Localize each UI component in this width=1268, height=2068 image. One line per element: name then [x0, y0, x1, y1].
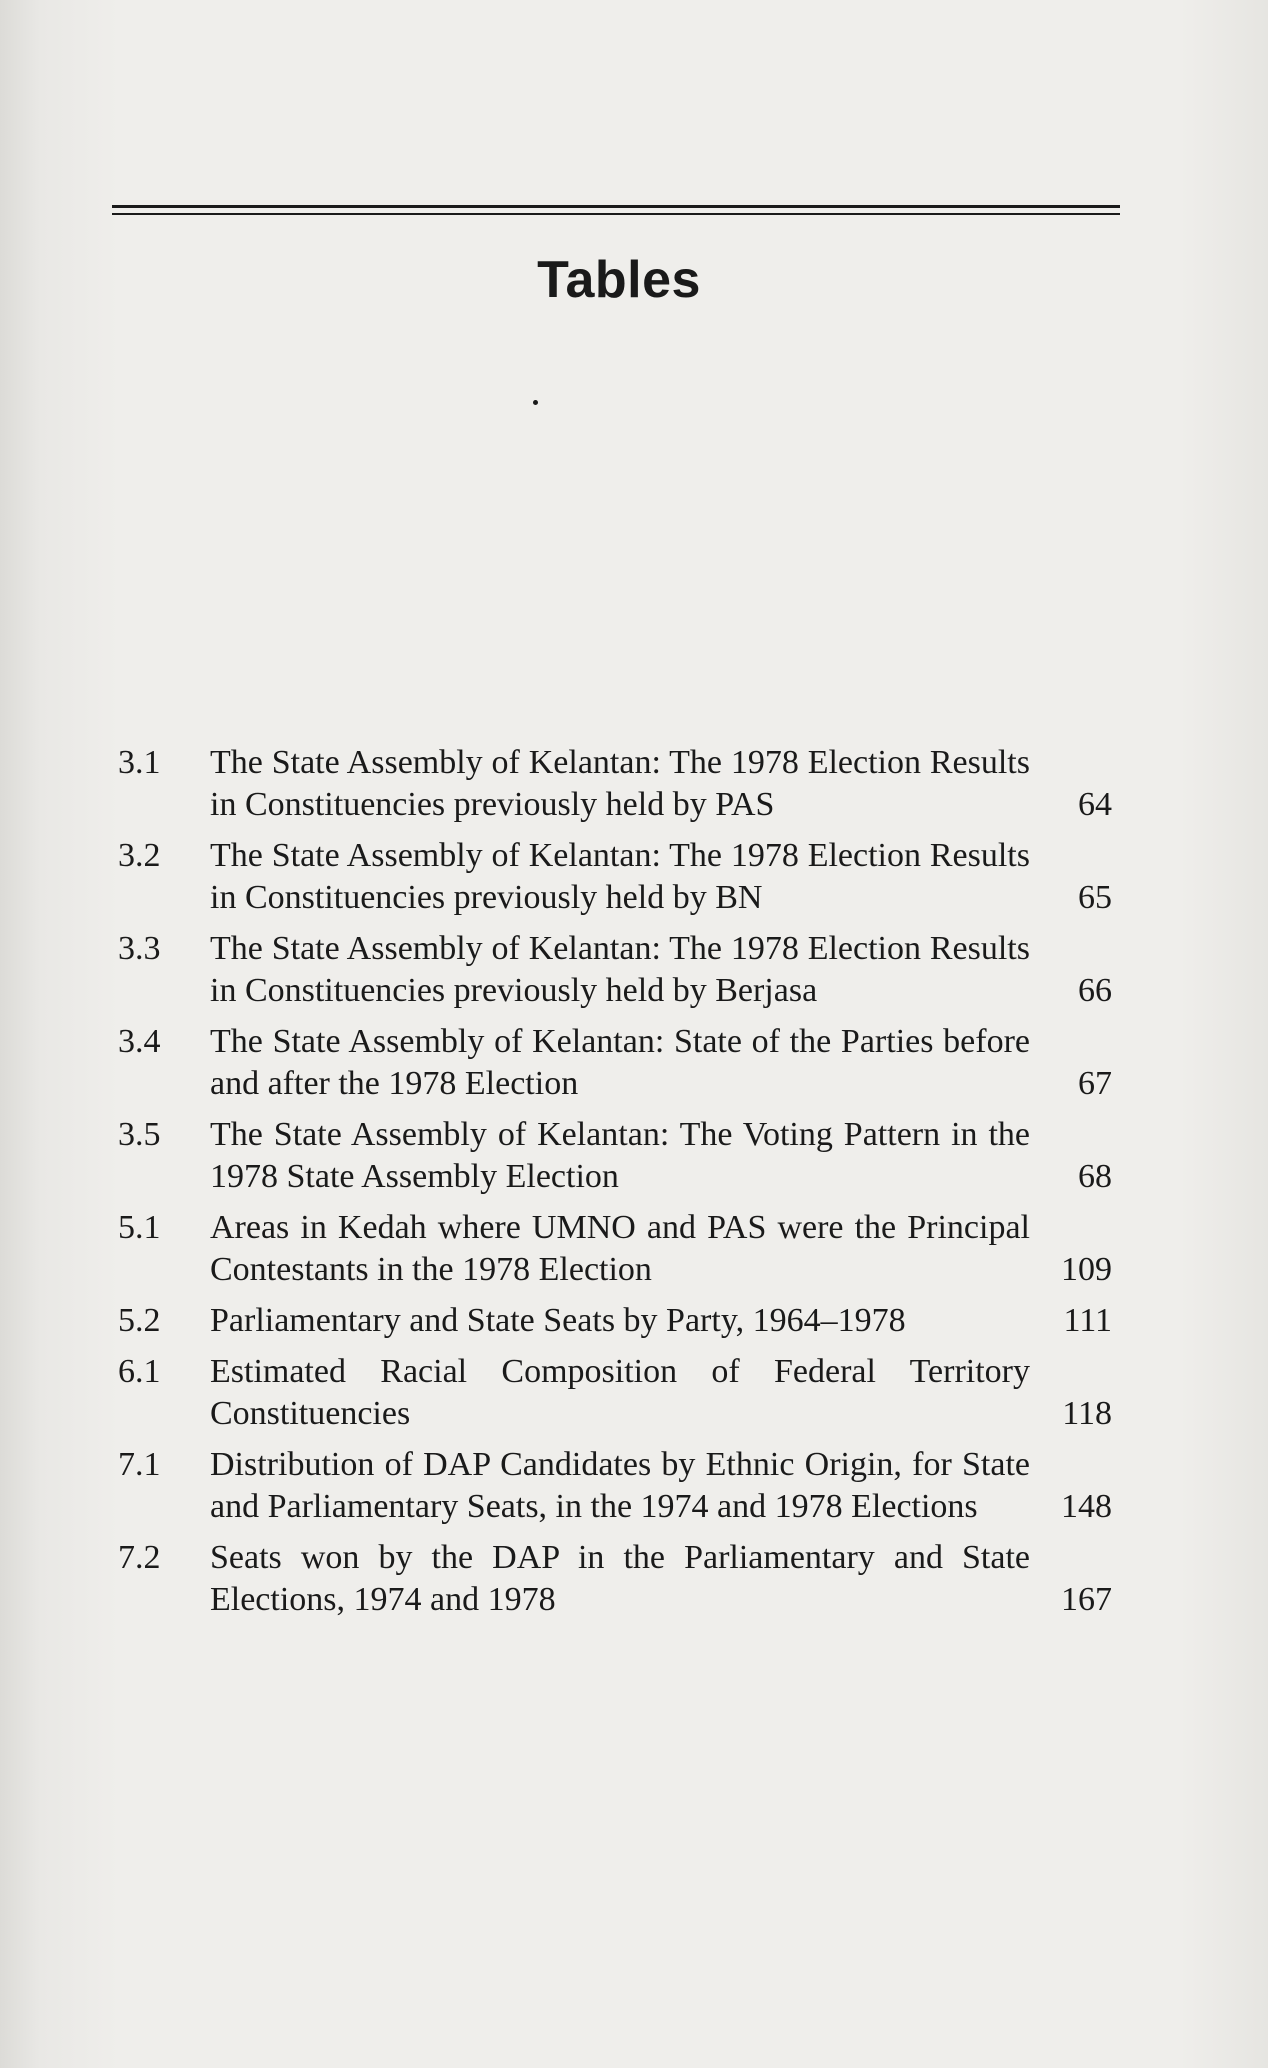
page-number: 167 — [1061, 1581, 1112, 1618]
header-rule-bottom — [112, 213, 1120, 215]
page-number: 65 — [1078, 879, 1112, 916]
table-number: 3.4 — [118, 1023, 161, 1060]
page-number: 109 — [1061, 1251, 1112, 1288]
table-title: The State Assembly of Kelantan: State of the Parties before and after the 1978 Election — [210, 1023, 1030, 1102]
page-number: 66 — [1078, 972, 1112, 1009]
page-number: 118 — [1062, 1395, 1112, 1432]
table-entry — [112, 1300, 1112, 1342]
table-entry — [112, 1114, 1112, 1198]
table-title: Seats won by the DAP in the Parliamentary and State Elections, 1974 and 1978 — [210, 1539, 1030, 1618]
table-title: The State Assembly of Kelantan: The 1978 Election Results in Constituencies previously held by BN — [210, 837, 1030, 916]
table-title: Parliamentary and State Seats by Party, 1964–1978 — [210, 1302, 906, 1339]
table-entry — [112, 1351, 1112, 1435]
table-number: 3.1 — [118, 744, 161, 781]
page-number: 111 — [1063, 1302, 1112, 1339]
table-title: Areas in Kedah where UMNO and PAS were the Principal Contestants in the 1978 Election — [210, 1209, 1030, 1288]
table-number: 7.2 — [118, 1539, 161, 1576]
header-rule-top — [112, 205, 1120, 208]
table-number: 3.2 — [118, 837, 161, 874]
table-title: Estimated Racial Composition of Federal Territory Constituencies — [210, 1353, 1030, 1432]
table-entry — [112, 835, 1112, 919]
page-number: 68 — [1078, 1158, 1112, 1195]
table-entry — [112, 1537, 1112, 1621]
table-title: The State Assembly of Kelantan: The 1978 Election Results in Constituencies previously held by Berjasa — [210, 930, 1030, 1009]
ornament-dot — [533, 400, 538, 405]
table-title: The State Assembly of Kelantan: The Voting Pattern in the 1978 State Assembly Election — [210, 1116, 1030, 1195]
table-entry — [112, 1444, 1112, 1528]
table-entry — [112, 742, 1112, 826]
table-number: 3.3 — [118, 930, 161, 967]
table-number: 3.5 — [118, 1116, 161, 1153]
table-title: Distribution of DAP Candidates by Ethnic Origin, for State and Parliamentary Seats, in the 1974 and 1978 Elections — [210, 1446, 1030, 1525]
table-entry — [112, 1021, 1112, 1105]
table-number: 7.1 — [118, 1446, 161, 1483]
table-title: The State Assembly of Kelantan: The 1978 Election Results in Constituencies previously held by PAS — [210, 744, 1030, 823]
tables-list — [112, 742, 1112, 1630]
page-title: Tables — [537, 251, 701, 309]
table-entry — [112, 928, 1112, 1012]
page-number: 148 — [1061, 1488, 1112, 1525]
table-number: 6.1 — [118, 1353, 161, 1390]
page-number: 67 — [1078, 1065, 1112, 1102]
table-entry — [112, 1207, 1112, 1291]
page-number: 64 — [1078, 786, 1112, 823]
table-number: 5.1 — [118, 1209, 161, 1246]
table-number: 5.2 — [118, 1302, 161, 1339]
